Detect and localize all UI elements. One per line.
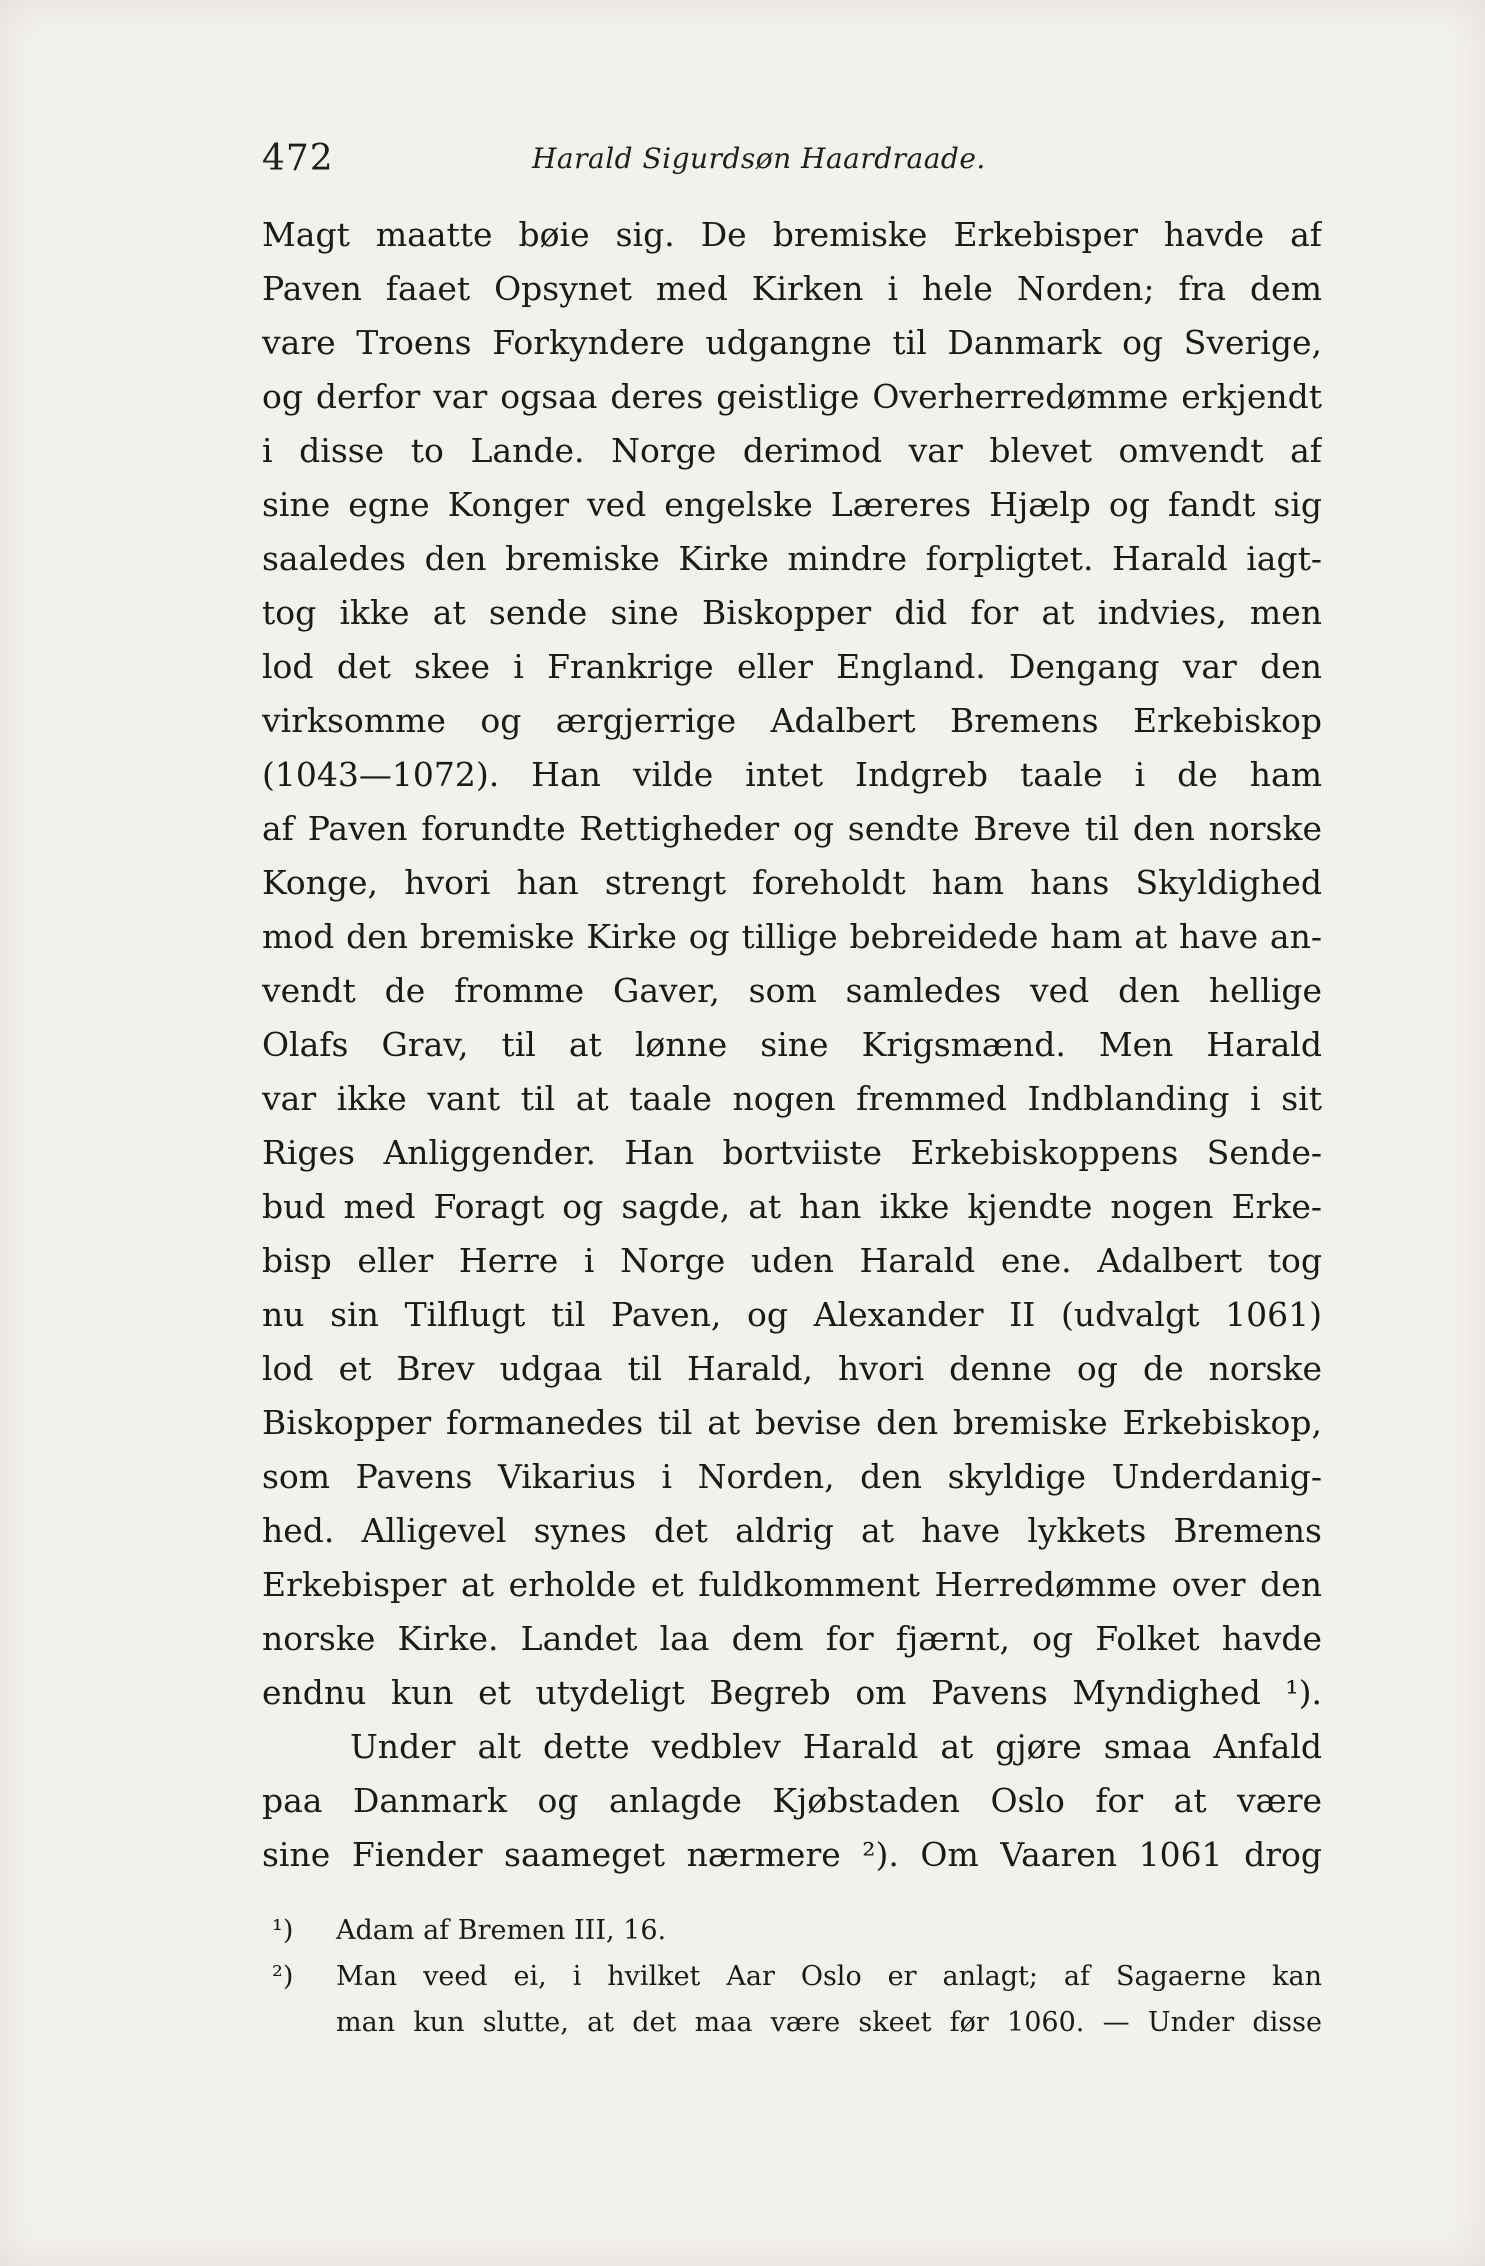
text-line: Biskopper formanedes til at bevise den bremiske Erkebiskop,	[262, 1403, 1322, 1442]
text-line: Erkebisper at erholde et fuldkomment Herredømme over den	[262, 1565, 1322, 1604]
text-line: virksomme og ærgjerrige Adalbert Bremens Erkebiskop	[262, 701, 1322, 740]
text-line: Riges Anliggender. Han bortviiste Erkebiskoppens Sende-	[262, 1133, 1322, 1172]
text-line: og derfor var ogsaa deres geistlige Overherredømme erkjendt	[262, 377, 1322, 416]
text-line: tog ikke at sende sine Biskopper did for at indvies, men	[262, 593, 1322, 632]
text-line: sine egne Konger ved engelske Læreres Hjælp og fandt sig	[262, 485, 1322, 524]
text-line: lod det skee i Frankrige eller England. Dengang var den	[262, 647, 1322, 686]
page-number: 472	[262, 138, 334, 179]
footnote-2	[272, 1954, 1322, 2000]
text-line: bud med Foragt og sagde, at han ikke kjendte nogen Erke-	[262, 1187, 1322, 1226]
text-line: lod et Brev udgaa til Harald, hvori denne og de norske	[262, 1349, 1322, 1388]
text-line: vendt de fromme Gaver, som samledes ved den hellige	[262, 971, 1322, 1010]
text-line: mod den bremiske Kirke og tillige bebreidede ham at have an-	[262, 917, 1322, 956]
footnote-marker: ¹)	[272, 1915, 294, 1946]
text-line: paa Danmark og anlagde Kjøbstaden Oslo for at være	[262, 1781, 1322, 1820]
text-line: Olafs Grav, til at lønne sine Krigsmænd. Men Harald	[262, 1025, 1322, 1064]
page-header	[262, 138, 1322, 188]
footnote-text: Man veed ei, i hvilket Aar Oslo er anlagt; af Sagaerne kan	[336, 1961, 1322, 1992]
text-line: Konge, hvori han strengt foreholdt ham hans Skyldighed	[262, 863, 1322, 902]
footnote-text: Adam af Bremen III, 16.	[336, 1915, 667, 1946]
text-line: Under alt dette vedblev Harald at gjøre smaa Anfald	[350, 1727, 1322, 1766]
text-line: af Paven forundte Rettigheder og sendte Breve til den norske	[262, 809, 1322, 848]
body-text	[262, 208, 1322, 1882]
footnote-1	[272, 1908, 1322, 1954]
text-line: bisp eller Herre i Norge uden Harald ene. Adalbert tog	[262, 1241, 1322, 1280]
text-line: hed. Alligevel synes det aldrig at have lykkets Bremens	[262, 1511, 1322, 1550]
text-line: (1043—1072). Han vilde intet Indgreb taale i de ham	[262, 755, 1322, 794]
text-line: nu sin Tilflugt til Paven, og Alexander II (udvalgt 1061)	[262, 1295, 1322, 1334]
text-line: norske Kirke. Landet laa dem for fjærnt, og Folket havde	[262, 1619, 1322, 1658]
footnote-marker: ²)	[272, 1961, 294, 1992]
text-line: som Pavens Vikarius i Norden, den skyldige Underdanig-	[262, 1457, 1322, 1496]
text-line: var ikke vant til at taale nogen fremmed Indblanding i sit	[262, 1079, 1322, 1118]
text-line: saaledes den bremiske Kirke mindre forpligtet. Harald iagt-	[262, 539, 1322, 578]
text-line: i disse to Lande. Norge derimod var blevet omvendt af	[262, 431, 1322, 470]
running-title: Harald Sigurdsøn Haardraade.	[532, 142, 986, 175]
footnotes	[272, 1908, 1322, 2046]
text-line: vare Troens Forkyndere udgangne til Danmark og Sverige,	[262, 323, 1322, 362]
footnote-2-continuation: man kun slutte, at det maa være skeet før 1060. — Under disse	[336, 2007, 1322, 2038]
text-line: Paven faaet Opsynet med Kirken i hele Norden; fra dem	[262, 269, 1322, 308]
text-line: Magt maatte bøie sig. De bremiske Erkebisper havde af	[262, 215, 1322, 254]
text-line: sine Fiender saameget nærmere ²). Om Vaaren 1061 drog	[262, 1835, 1322, 1874]
text-line: endnu kun et utydeligt Begreb om Pavens Myndighed ¹).	[262, 1673, 1322, 1712]
